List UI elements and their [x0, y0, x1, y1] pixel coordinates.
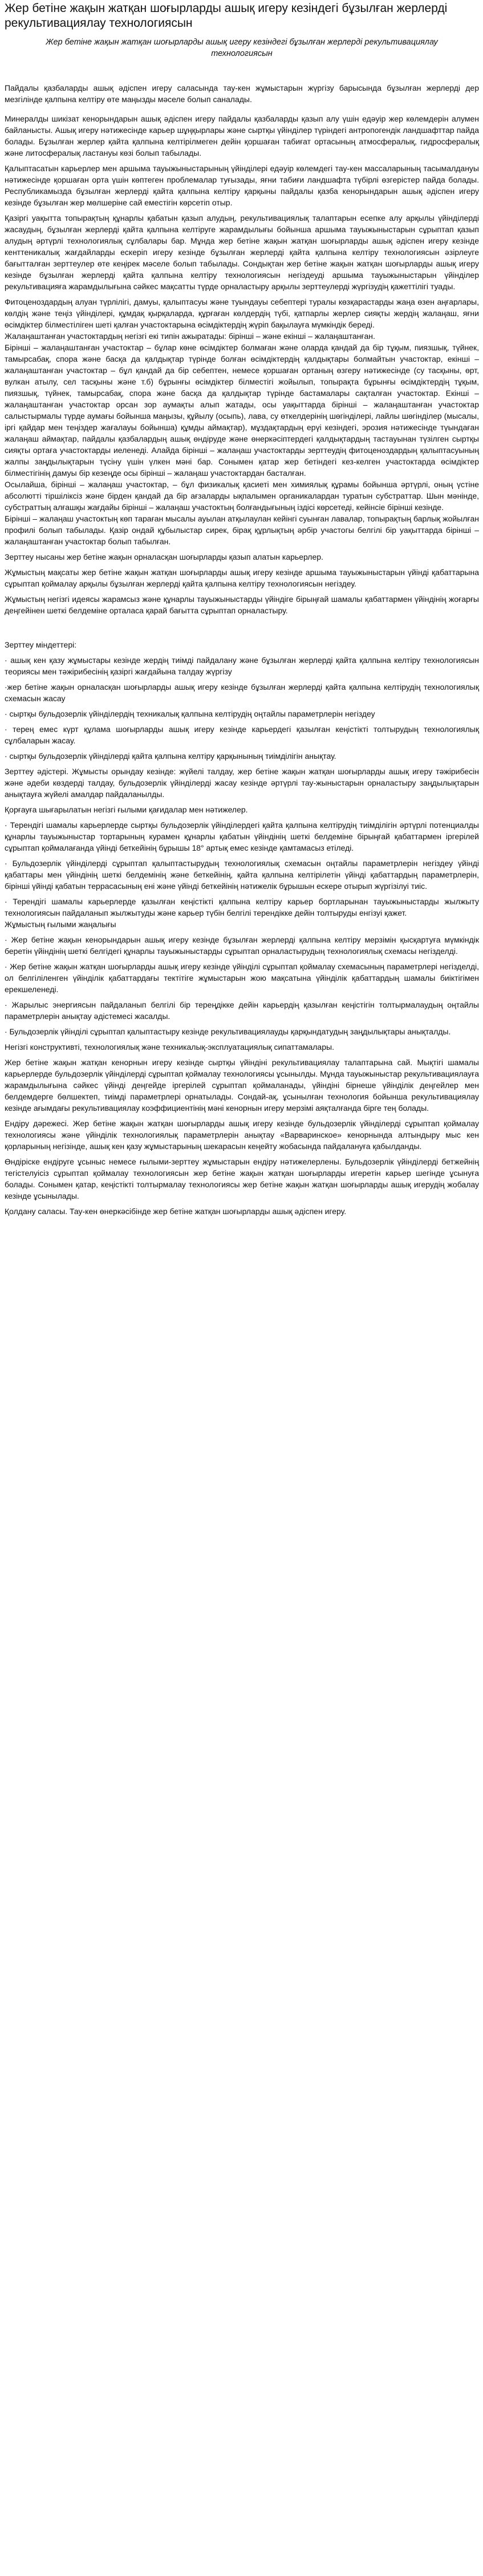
novelty-item-3: · Жарылыс энергиясын пайдаланып белгілі бір тереңдікке дейін карьердің қазылған кеңістігін толтырмалаудың оңтайлы параметрлерін анықтау әдістемесі жасалды.	[5, 1000, 479, 1021]
paragraph-characteristics: Негізгі конструктивті, технологиялық және техникалық-эксплуатациялық сипаттамалары.	[5, 1042, 334, 1052]
paragraph-example: Бірінші – жалаңаш участоктың көп тараған мысалы ауылан атқылаулан кейінгі суынған лавалар, топырақтың барлық жойылған профилі болып табылады. Қазір ондай құбылыстар сирек, бірақ құрлықтың әрбір участогы белгілі бір уақыттарда бірінші – жалаңаштанған участоктар болып табылған.	[5, 514, 479, 546]
paragraph-object: Зерттеу нысаны жер бетіне жақын орналасқан шоғырларды қазып алатын карьерлер.	[5, 552, 323, 561]
paragraph-two-types: Жалаңаштанған участоктардың негізгі екі типін ажыратады: бірінші – және екінші – жалаңаштанған.	[5, 331, 375, 341]
defended-item-2: · Бульдозерлік үйінділерді сұрыптап қалыптастырудың технологиялық схемасын оңтайлы параметрлерін негіздеу үйінді қабаттары мен үйіндінің шеткі белдемінің және беткейінің, қайта қалпына келтірілетін үйінді қабаттардың параметрлерін, бірінші үйінді қабатын террасасының ені және үйінді беткейінің нәтижелік бұрышын ескере отырып жүргізілуі тиіс.	[5, 859, 479, 891]
paragraph-idea: Жұмыстың негізгі идеясы жарамсыз және құнарлы тауыжыныстарды үйіндіге бірыңғай шамалы қабаттармен үйіндінің жоғарғы деңгейінен шеткі белдеміне орталаса қарай бағытта сұрыптап орналастыру.	[5, 595, 479, 615]
task-item-4: · терең емес күрт құлама шоғырларды ашық игеру кезінде карьердегі қазылған кеңістікті толтырудың технологиялық сұлбаларын жасау.	[5, 725, 479, 745]
paragraph-implementation: Ендіру дәрежесі. Жер бетіне жақын жатқан шоғырларды ашық игеру кезінде бульдозерлік үйінділерді сұрыптап қоймалау технологиясы және үйінділік технологиялық параметрлерін анықтау «Варваринское» кенорнында алтындыру мыс кен қорларының негізінде, ашық кен қазу жұмыстарының шекарасын кеңейту жобасында пайдалануға қабылданды.	[5, 1119, 479, 1151]
defended-item-1: · Терендігі шамалы карьерлерде сыртқы бульдозерлік үйінділердегі қайта қалпына келтірудің тиімділігін әртүрлі потенциалды құнарлы тауыжыныстар тортарының курамен құнарлы қабатын үйіндінің шеткі белдеміне бірыңғай қабаттармен іргерілей сұрыптап қоймалағанда үйінді беткейінің бұрышы 18° артық емес кезінде қамтамасыз етіледі.	[5, 820, 479, 852]
paragraph-intro: Пайдалы қазбаларды ашық әдіспен игеру саласында тау-кен жұмыстарын жүргізу барысында бұзылған жерлерді дер мезгілінде қалпына келтіру өте маңызды мәселе болып саналады.	[5, 83, 479, 104]
paragraph-recommendation: Өндіріске ендіруге ұсыныс немесе ғылыми-зерттеу жұмыстарын ендіру нәтижелерлены. Бульдозерлік үйінділерді бетжейнің тегістелуісіз сұрыптап қоймалау технологиясын жер бетіне жақын жатқан шоғырларды игеретін карьер шегінде ұсынуға болады. Сонымен қатар, кеңістікті толтырмалау технологиясы жер бетіне жақын жатқан шоғырларды ашық игерудің жобалау кезінде ұсынылады.	[5, 1157, 479, 1200]
novelty-item-4: · Бульдозерлік үйінділі сұрыптап қалыптастыру кезінде рекультивациялауды қарқындатудың заңдылықтары анықталды.	[5, 1027, 451, 1036]
paragraph-careers: Қалыптасатын карьерлер мен аршыма тауыжыныстарының үйінділері едәуір көлемдегі тау-кен массаларының тасымалдануы нәтижесінде қоршаған орта үшін көптеген проблемалар туғызады, яғни табиғи ландшафта түбірлі өзгерістер пайда болады. Республикамызда бұзылған жерлерді қайта қалпына келтіру қарқыны пайдалы қазба кенорындарын ашық әдіспен игеру кезінде бұзылған жер мөлшеріне сай еместігін көрсетіп отыр.	[5, 164, 479, 207]
paragraph-recultivation: Жер бетіне жақын жатқан кенорнын игеру кезінде сыртқы үйіндіні рекультивациялау талаптарына сай. Мықтігі шамалы карьерлерде бульдозерлік үйінділерді сұрыптап қоймалау технологиясы ұсынылды. Мұнда тауыжыныстар рекультивациялауға жарамдылығына сәйкес үйінді деңгейде іргерілей сұрыптап қоймаланады, үйіндіні бірнеше үйінділік деңгейлер мен белдемдерге бөлшектеп, тиімді параметрлері орнатылады. Сондай-ақ, ұсынылған технология бойынша рекультивациялау кезінде ағымдағы рекультивациялау коэффициентінің мәні кенорнын игеру мерзімі аяқталғанда бірге тең болады.	[5, 1058, 479, 1113]
novelty-heading: Жұмыстың ғылыми жаңалығы	[5, 920, 116, 929]
tasks-heading: Зерттеу міндеттері:	[5, 640, 77, 649]
document-page	[0, 0, 483, 1231]
paragraph-application: Қолдану саласы. Тау-кен өнеркәсібінде жер бетіне жатқан шоғырларды ашық әдіспен игеру.	[5, 1207, 347, 1216]
novelty-item-1: · Жер бетіне жақын кенорындарын ашық игеру кезінде бұзылған жерлерді қалпына келтіру мерзімін қысқартуға мүмкіндік беретін үйіндінің шеткі белгідегі құнарлы тауыжыныстарды сұрыптап орналастырудың технологиялық схемасы негізделді.	[5, 935, 479, 956]
document-subtitle: Жер бетіне жақын жатқан шоғырларды ашық игеру кезіндегі бұзылған жерлерді рекультивациялау технологиясын	[46, 38, 438, 58]
defended-heading: Қорғауға шығарылатын негізгі ғылыми қағидалар мен нәтижелер.	[5, 805, 248, 814]
paragraph-methods: Зерттеу әдістері. Жұмысты орындау кезінде: жүйелі талдау, жер бетіне жақын жатқан шоғырларды ашық игеру тәжірибесін және әдеби көздерді талдау, бульдозерлік үйінділерді жасау кезінде әртүрлі тау-жыныстарын орналастыру заңдылықтарын анықтауға жүйелі амалдар пайдаланылды.	[5, 767, 479, 799]
paragraph-primary-bare: Бірінші – жалаңаштанған участоктар – бұлар көне өсімдіктер болмаған және оларда қандай да бір тұқым, пиязшық, түйнек, тамырсабақ, спора және басқа да қалдықтар түрінде болған өсімдіктердің қалдықтары болмайтын участоктар, екінші – жалаңаштанған участоктар – бұл қандай да бір себептен, немесе қоршаған ортаның өзгеру нәтижесінде (су тасқыны, өрт, вулкан атылу, сел тасқыны және т.б) бұрынғы өсімдіктер білместігі жойылып, топырақта бұрынғы өсімдіктердің тұқым, пиязшық, түйнек, тамырсабақ, спора және басқа да қалдықтар түрінде бастамалары сақталған участоктар. Екінші – жалаңаштанған участоктар орсан зор аумақты алып жатады, осы уақыттарда бірінші – жалаңаштанған участоктар салыстырмалы түрде аумағы бойынша маңызы, құйылу (осыпь), лава, су өткелдерінің шөгінділері, лайлы шөгінділер (мысалы, іргі қайдар мен теңіздер жағалауы бойынша) құмды аймақтар), мұздақтардың ерүі кезіндегі, эрозия нәтижесінде түындаған жалаңаш аймақтар, пайдалы қазбалардың ашық өндіруде және өнеркәсіптердегі қалдықтардың тастауынан түзілген сыртқы сияқты ортаға участоктарды иеленеді. Алайда бірінші – жалаңаш участоктарды зерттеудің фитоценоздардың қалыптасуының жалпы заңдылықтарын түсіну үшін үлкен мәні бар. Сонымен қатар жер бетіндегі кез-келген участоктарда өсімдіктер білместігінің дамуы бір кезеңде осы бірінші – жалаңаш участоктардан басталған.	[5, 343, 479, 478]
paragraph-goal: Жұмыстың мақсаты жер бетіне жақын жатқан шоғырларды ашық игеру кезінде аршыма тауыжыныстарын үйінді қабаттарына сұрыптап қоймалау арқылы бұзылған жерлерді қайта қалпына келтіру технологиясын негіздеу.	[5, 568, 479, 588]
paragraph-thus: Осылайша, бірінші – жалаңаш участоктар, – бұл физикалық қасиеті мен химиялық құрамы бойынша әртүрлі, оның үстіне абсолютті тіршіліксіз және бірден қандай да бір ағзаларды ықпалымен органикалардан туратын субстраттар. Шын мәнінде, субстраттың алғашқы жағдайы бірінші – жалаңаш участоктың болғандығының іздісі көрсетеді, кейінсіе бірінші кезінде.	[5, 480, 479, 512]
task-item-1: · ашық кен қазу жұмыстары кезінде жердің тиімді пайдалану және бұзылған жерлерді қайта қалпына келтіру технологиясын теориясы мен тәжірибесінің қазіргі жағдайына талдау жүргізу	[5, 656, 479, 676]
task-item-3: · сыртқы бульдозерлік үйінділердің техникалық қалпына келтірудің оңтайлы параметрлерін негіздеу	[5, 709, 375, 718]
document-title: Жер бетіне жақын жатқан шоғырларды ашық игеру кезіндегі бұзылған жерлерді рекультивациялау технологиясын	[5, 2, 448, 30]
paragraph-phytocenoses: Фитоценоздардың алуан түрлілігі, дамуы, қалыптасуы және туындауы себептері туралы көзқарастарды жаңа өзен аңғарлары, көлдің және теңіз үйінділері, құмдақ қырқаларда, құрғаған көлдердің түбі, қатпарлы жерлер сияқты жердің жалаңаш, яғни өсімдіктер білместіліген шеті қалған участоктарына өсімдіктердің жүріп бақылауға мүмкіндік береді.	[5, 297, 479, 329]
defended-item-3: · Терендігі шамалы карьерлерде қазылған кеңістікті қалпына келтіру карьер бортларынан тауыжыныстарды жылжыту технологиясын пайдаланып жылжытуды және карьер түбін белгілі терендікке дейін толтыруды енгізуі қажет.	[5, 897, 479, 917]
task-item-2: ·жер бетіне жақын орналасқан шоғырларды ашық игеру кезінде бұзылған жерлерді қайта қалпына келтірудің технологиялық схемасын жасау	[5, 682, 479, 703]
paragraph-minerals: Минералды шикізат кенорындарын ашық әдіспен игеру пайдалы қазбаларды қазып алу үшін едәуір жер көлемдерін алумен байланысты. Ашық игеру нәтижесінде карьер шұңқырлары және сыртқы үйінділер түріндегі антропогендік ландшафттар пайда болады. Бұзылған жерлер қайта қалпына келтірілмеген дейін қоршаған табиғат ортасының атмосфералық, гидросфералық және литосфералық ластануы көзі болып табылады.	[5, 114, 479, 157]
paragraph-current-time: Қазіргі уақытта топырақтың құнарлы қабатын қазып алудың, рекультивациялық талаптарын есепке алу арқылы үйінділерді жасаудың, бұзылған жерлерді қайта қалпына келтіруге жарамдылығы бойынша аршыма тауыжыныстарын сұрыптап қазып алудың әртүрлі технологиялық сұлбалары бар. Мұнда жер бетіне жақын жатқан шоғырларды ашық әдіспен игеру кезінде кенттеникалық жағдайларды ескеріп игеру кезінде бұзылған жерлерді қайта қалпына келтіру технологиясын әзірлеуге бағытталған зерттеулер өте кеңірек мәселе болып табылады. Сондықтан жер бетіне жақын жатқан шоғырларды ашық игеру кезінде бұзылған жерлерді қайта қалпына келтіру технологиясын негіздеуді аршыма тауыжыныстарын үйінділер рекультивацияға жарамдылығына сәйкес мақсатты түрде орналастыру арқылы зерттеулерді жүргізудің қажеттілігі туады.	[5, 213, 479, 291]
novelty-item-2: · Жер бетіне жақын жатқан шоғырларды ашық игеру кезінде үйінділі сұрыптап қоймалау схемасының параметрлері негізделді, ол белгіліленген үйінділік қабаттардағы тектітіге жұмыстарын жою мақсатына үйінділік қабаттардың шамалы биіктігімен ерекшеленеді.	[5, 962, 479, 994]
task-item-5: · сыртқы бульдозерлік үйінділерді қайта қалпына келтіру қарқынының тиімділігін анықтау.	[5, 751, 336, 761]
